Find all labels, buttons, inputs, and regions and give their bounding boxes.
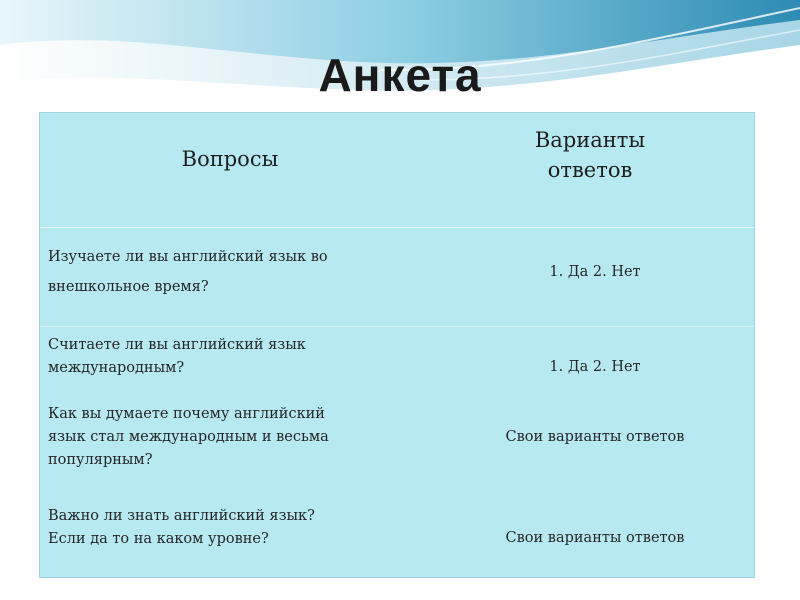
header-questions: Вопросы bbox=[181, 147, 279, 171]
question-text: язык стал международным и весьма bbox=[48, 429, 329, 446]
answer-cell: Свои варианты ответов bbox=[505, 429, 685, 445]
answer-cell: 1. Да 2. Нет bbox=[549, 264, 641, 280]
table-row bbox=[40, 228, 754, 327]
question-text: международным? bbox=[48, 360, 185, 377]
table-row bbox=[40, 327, 754, 397]
answer-cell: Свои варианты ответов bbox=[505, 530, 685, 546]
table-row bbox=[40, 397, 754, 497]
answer-cell: 1. Да 2. Нет bbox=[549, 359, 641, 375]
question-text: Важно ли знать английский язык? bbox=[48, 508, 315, 524]
question-cell bbox=[48, 242, 408, 303]
header-answers-line1: Варианты bbox=[534, 128, 646, 152]
question-text: популярным? bbox=[48, 452, 153, 469]
header-answers-line2: ответов bbox=[547, 158, 633, 183]
table-row bbox=[40, 497, 754, 575]
question-text: Считаете ли вы английский язык bbox=[48, 337, 306, 353]
question-text: Если да то на каком уровне? bbox=[48, 531, 269, 548]
question-text: Как вы думаете почему английский bbox=[48, 406, 325, 422]
header-answers bbox=[440, 125, 740, 186]
question-text: внешкольное время? bbox=[48, 279, 209, 296]
survey-table bbox=[39, 112, 755, 578]
question-cell bbox=[48, 505, 408, 551]
question-cell bbox=[48, 334, 408, 380]
page-title: Анкета bbox=[318, 49, 482, 101]
table-header bbox=[40, 113, 754, 228]
question-text: Изучаете ли вы английский язык во bbox=[48, 249, 328, 265]
question-cell bbox=[48, 403, 408, 473]
